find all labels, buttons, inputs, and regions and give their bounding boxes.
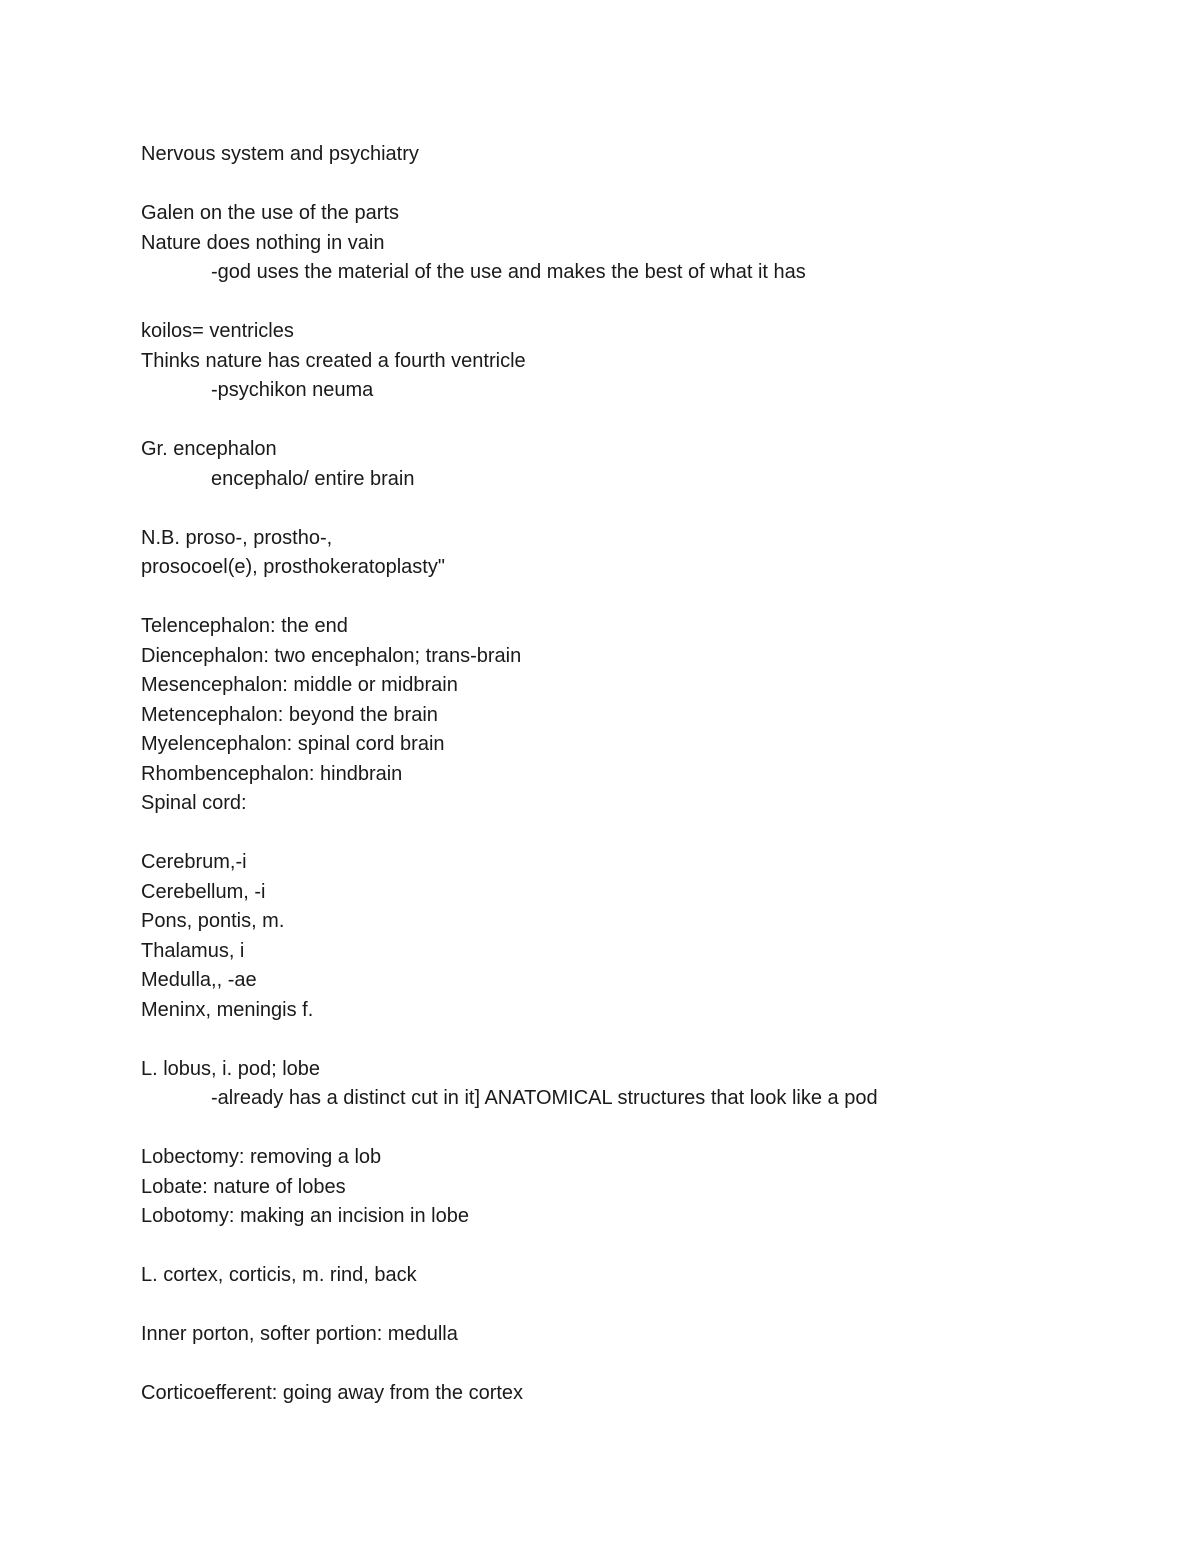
- text-line: L. lobus, i. pod; lobe: [141, 1057, 321, 1080]
- text-line: Nature does nothing in vain: [141, 231, 385, 254]
- blank-line: [141, 1114, 1141, 1144]
- text-line: Telencephalon: the end: [141, 615, 348, 637]
- document-body: [141, 140, 1141, 1409]
- text-line: Inner porton, softer portion: medulla: [141, 1323, 458, 1345]
- text-line: L. cortex, corticis, m. rind, back: [141, 1264, 417, 1286]
- text-line: Medulla,, -ae: [141, 969, 257, 991]
- text-line: Metencephalon: beyond the brain: [141, 703, 438, 726]
- text-line: Corticoefferent: going away from the cortex: [141, 1382, 524, 1404]
- text-line: Mesencephalon: middle or midbrain: [141, 674, 458, 696]
- text-line: Thalamus, i: [141, 939, 245, 962]
- text-line: N.B. proso-, prostho-,: [141, 526, 333, 549]
- text-line: prosocoel(e), prosthokeratoplasty": [141, 556, 445, 578]
- blank-line: [141, 170, 1141, 200]
- text-line: Lobate: nature of lobes: [141, 1175, 346, 1198]
- blank-line: [141, 288, 1141, 318]
- text-line: Cerebrum,-i: [141, 851, 247, 873]
- text-line: Spinal cord:: [141, 792, 247, 814]
- blank-line: [141, 494, 1141, 524]
- text-line: Myelencephalon: spinal cord brain: [141, 733, 445, 755]
- text-line: Lobectomy: removing a lob: [141, 1146, 382, 1168]
- text-line: Cerebellum, -i: [141, 880, 266, 903]
- indented-line: -psychikon neuma: [211, 379, 374, 401]
- text-line: Thinks nature has created a fourth ventricle: [141, 349, 526, 372]
- indented-line: -god uses the material of the use and makes the best of what it has: [211, 261, 806, 283]
- blank-line: [141, 583, 1141, 613]
- indented-line: -already has a distinct cut in it] ANATOMICAL structures that look like a pod: [211, 1087, 878, 1109]
- text-line: Diencephalon: two encephalon; trans-brain: [141, 644, 522, 667]
- blank-line: [141, 819, 1141, 849]
- blank-line: [141, 1350, 1141, 1380]
- text-line: Rhombencephalon: hindbrain: [141, 762, 403, 785]
- text-line: Meninx, meningis f.: [141, 998, 314, 1021]
- text-line: koilos= ventricles: [141, 320, 294, 342]
- text-line: Gr. encephalon: [141, 438, 277, 460]
- text-line: Galen on the use of the parts: [141, 202, 399, 224]
- blank-line: [141, 1025, 1141, 1055]
- indented-line: encephalo/ entire brain: [211, 467, 415, 490]
- blank-line: [141, 1232, 1141, 1262]
- document-title: Nervous system and psychiatry: [141, 143, 419, 165]
- blank-line: [141, 406, 1141, 436]
- text-line: Lobotomy: making an incision in lobe: [141, 1205, 469, 1227]
- text-line: Pons, pontis, m.: [141, 910, 285, 932]
- blank-line: [141, 1291, 1141, 1321]
